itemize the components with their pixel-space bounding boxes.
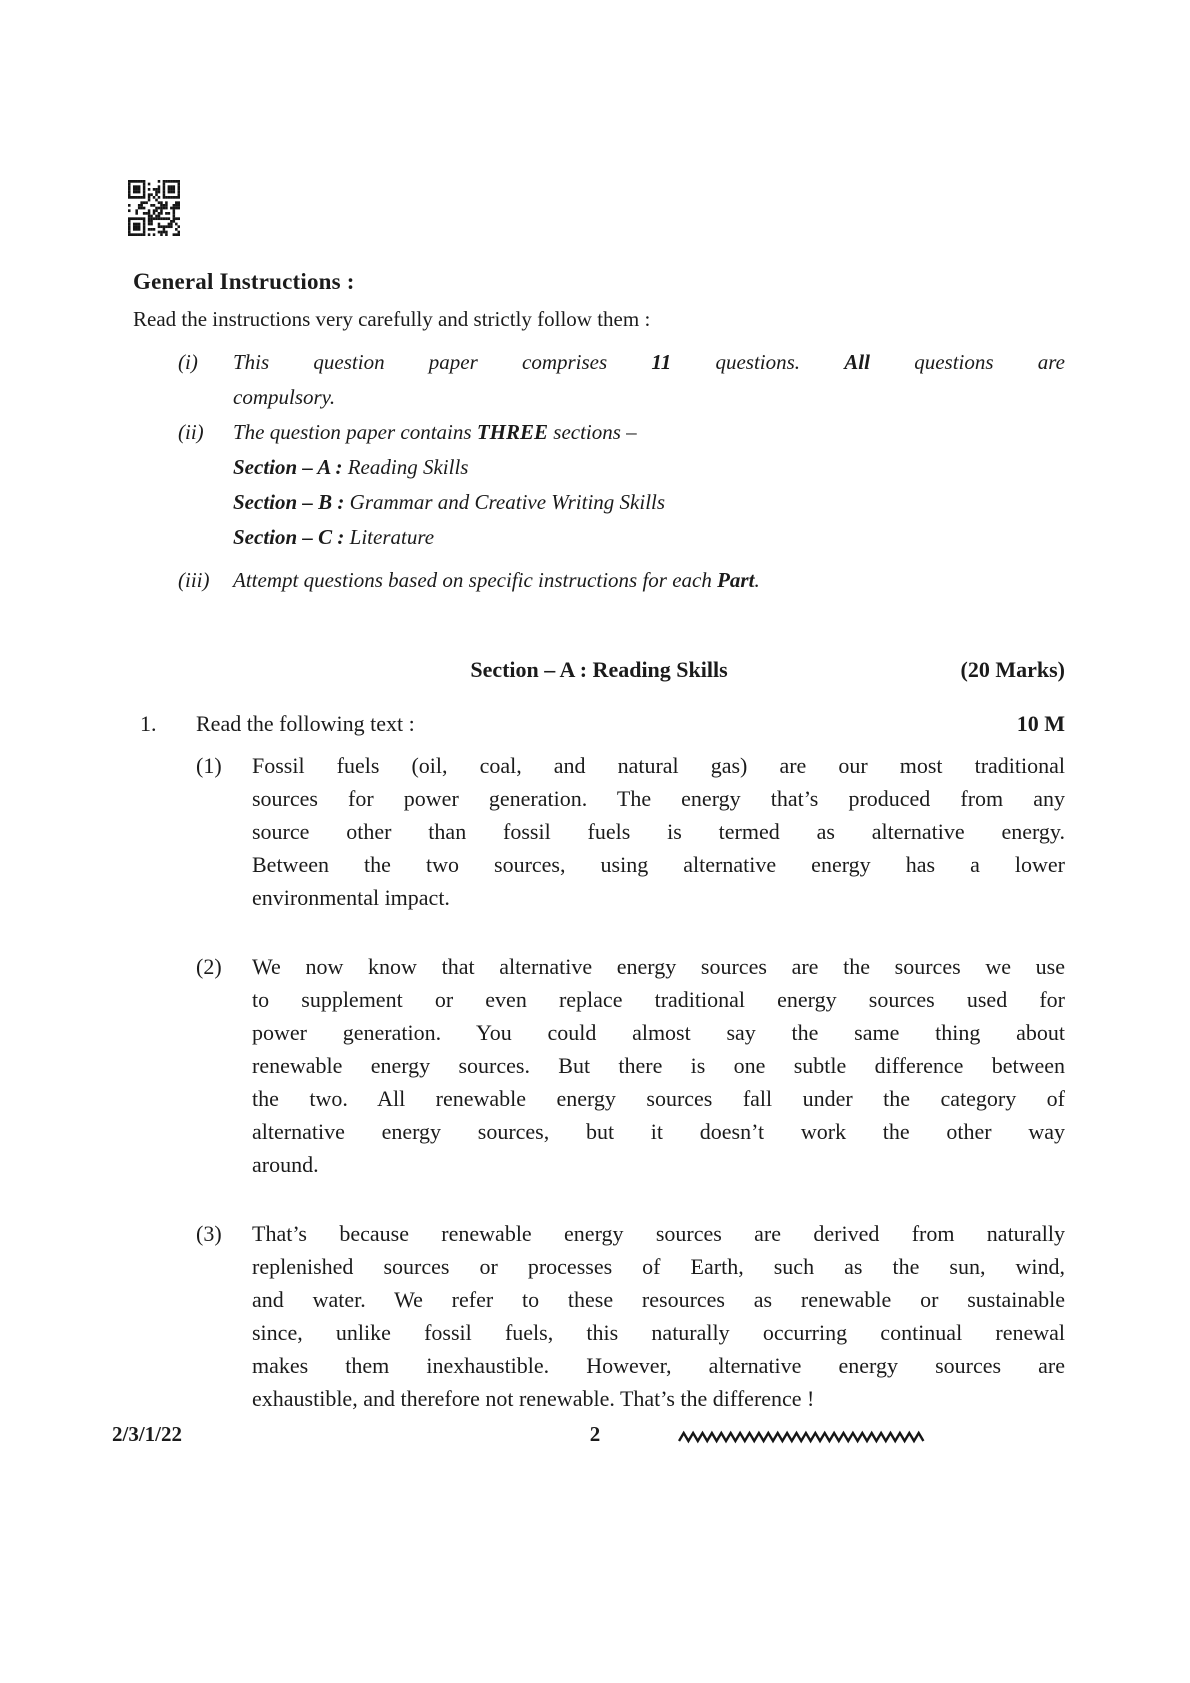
zigzag-scribble-icon [678, 1429, 928, 1445]
text-segment: Reading Skills [347, 455, 469, 479]
zigzag-path [679, 1433, 923, 1441]
bold-text-segment: Section – C : [233, 525, 350, 549]
bold-text-segment: Section – A : [233, 455, 348, 479]
text-segment: compulsory. [233, 385, 336, 409]
general-instructions-heading: General Instructions : [133, 269, 355, 294]
text-segment: sources for power generation. The energy that’s produced from any [252, 786, 1065, 811]
paragraph-marker: (1) [196, 753, 222, 778]
text-segment: and water. We refer to these resources as renewable or sustainable [252, 1287, 1065, 1312]
instruction-marker: (i) [178, 350, 198, 374]
text-segment: This question paper comprises [233, 350, 652, 374]
text-segment: renewable energy sources. But there is one subtle difference between [252, 1053, 1065, 1078]
page-content [133, 180, 1065, 1415]
text-line [252, 1283, 1065, 1316]
text-line [233, 380, 1065, 415]
text-segment: Attempt questions based on specific instructions for each [233, 568, 718, 592]
text-line [233, 345, 1065, 380]
text-line [252, 950, 1065, 983]
text-line [233, 415, 1065, 450]
general-instructions-intro: Read the instructions very carefully and strictly follow them : [133, 307, 651, 331]
paragraph-marker: (2) [196, 954, 222, 979]
text-segment: environmental impact. [252, 885, 450, 910]
text-segment: . [754, 568, 760, 592]
passage-paragraph [133, 1217, 1065, 1415]
paragraph-marker: (3) [196, 1221, 222, 1246]
text-line [233, 520, 1065, 555]
text-line [233, 563, 1065, 598]
text-segment: Literature [349, 525, 435, 549]
text-line [252, 1250, 1065, 1283]
text-segment: questions. [671, 350, 845, 374]
text-line [252, 749, 1065, 782]
text-segment: since, unlike fossil fuels, this naturally occurring continual renewal [252, 1320, 1065, 1345]
instruction-marker: (iii) [178, 568, 210, 592]
question-marks: 10 M [1016, 711, 1065, 736]
text-segment: sections – [548, 420, 637, 444]
reading-passage [133, 749, 1065, 1415]
text-segment: questions are [869, 350, 1065, 374]
instructions-list [133, 345, 1065, 598]
text-segment: source other than fossil fuels is termed as alternative energy. [252, 819, 1065, 844]
question-number: 1. [140, 711, 157, 736]
text-segment: The question paper contains [233, 420, 477, 444]
text-line [252, 1316, 1065, 1349]
text-segment: replenished sources or processes of Earth, such as the sun, wind, [252, 1254, 1065, 1279]
section-a-marks: (20 Marks) [960, 657, 1065, 682]
passage-paragraph [133, 749, 1065, 914]
text-segment: to supplement or even replace traditional energy sources used for [252, 987, 1065, 1012]
qr-code-icon [128, 180, 180, 236]
text-line [252, 1148, 1065, 1181]
bold-text-segment: All [844, 350, 870, 374]
bold-text-segment: THREE [476, 420, 549, 444]
text-segment: power generation. You could almost say the same thing about [252, 1020, 1065, 1045]
text-line [252, 1349, 1065, 1382]
question-prompt: Read the following text : [196, 711, 415, 736]
bold-text-segment: 11 [651, 350, 672, 374]
text-segment: Grammar and Creative Writing Skills [349, 490, 666, 514]
passage-paragraph [133, 950, 1065, 1181]
text-segment: makes them inexhaustible. However, alternative energy sources are [252, 1353, 1065, 1378]
text-segment: the two. All renewable energy sources fall under the category of [252, 1086, 1065, 1111]
instruction-item [133, 563, 1065, 598]
bold-text-segment: Section – B : [233, 490, 350, 514]
instruction-item [133, 415, 1065, 555]
text-segment: That’s because renewable energy sources are derived from naturally [252, 1221, 1065, 1246]
text-line [252, 782, 1065, 815]
text-line [252, 983, 1065, 1016]
footer-page-number: 2 [589, 1422, 601, 1446]
footer-paper-code: 2/3/1/22 [112, 1422, 183, 1446]
text-line [252, 1217, 1065, 1250]
text-line [233, 485, 1065, 520]
text-line [252, 881, 1065, 914]
instruction-item [133, 345, 1065, 415]
text-line [252, 848, 1065, 881]
section-a-header [133, 653, 1065, 686]
text-segment: around. [252, 1152, 319, 1177]
text-segment: Fossil fuels (oil, coal, and natural gas) are our most traditional [252, 753, 1065, 778]
text-line [252, 1082, 1065, 1115]
text-segment: exhaustible, and therefore not renewable. That’s the difference ! [252, 1386, 815, 1411]
text-line [252, 1016, 1065, 1049]
text-line [252, 1382, 1065, 1415]
text-line [252, 1049, 1065, 1082]
section-a-title: Section – A : Reading Skills [470, 657, 728, 682]
text-line [233, 450, 1065, 485]
instruction-marker: (ii) [178, 420, 204, 444]
text-segment: Between the two sources, using alternative energy has a lower [252, 852, 1065, 877]
text-line [252, 1115, 1065, 1148]
text-segment: alternative energy sources, but it doesn’t work the other way [252, 1119, 1065, 1144]
text-segment: We now know that alternative energy sources are the sources we use [252, 954, 1065, 979]
question-1-header [133, 707, 1065, 740]
bold-text-segment: Part [717, 568, 755, 592]
text-line [252, 815, 1065, 848]
